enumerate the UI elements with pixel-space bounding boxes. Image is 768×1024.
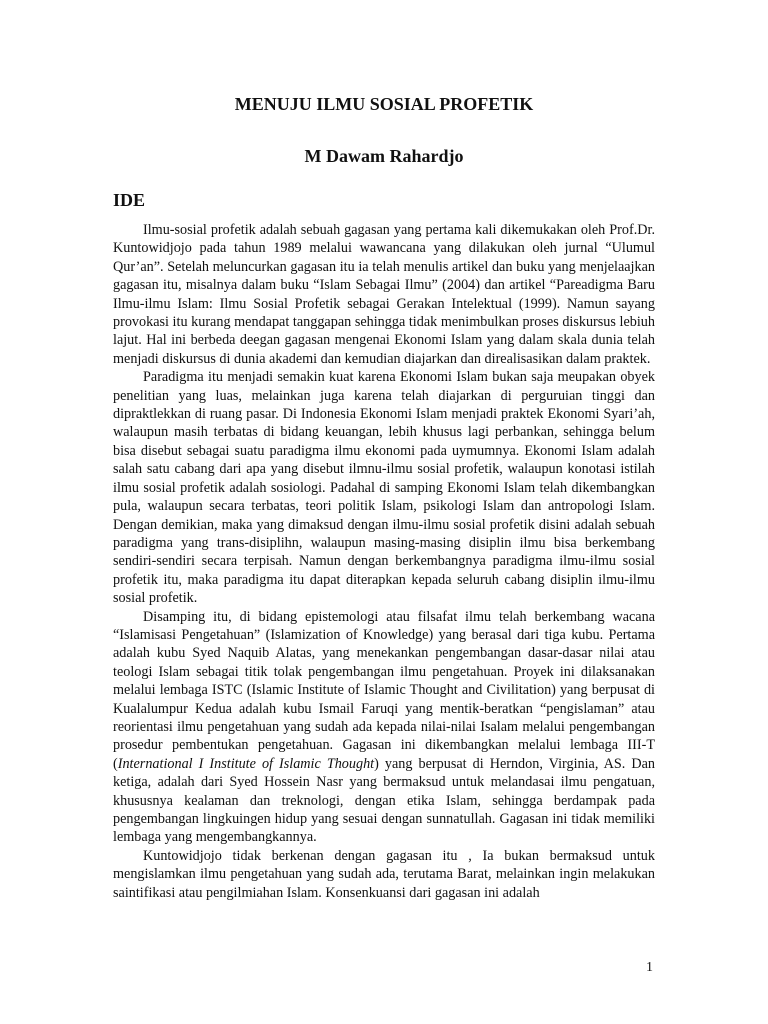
paragraph: Ilmu-sosial profetik adalah sebuah gagasan yang pertama kali dikemukakan oleh Prof.Dr. Kuntowidjojo pada tahun 1989 melalui wawancana yang dilakukan oleh jurnal “Ulumul Qur’an”. Setelah meluncurkan gagasan itu ia telah menulis artikel dan buku yang menjelaajkan gagasan itu, misalnya dalam buku “Islam Sebagai Ilmu” (2004) dan artikel “Pareadigma Baru Ilmu-ilmu Islam: Ilmu Sosial Profetik sebagai Gerakan Intelektual (1999). Namun sayang provokasi itu kurang mendapat tanggapan sehingga tidak menimbulkan proses diskursus lebiuh lajut. Hal ini berbeda deegan gagasan mengenai Ekonomi Islam yang dalam skala dunia telah menjadi diskursus di dunia akademi dan kemudian diajarkan dan direalisasikan dalam praktek. bbox=[113, 222, 655, 367]
page-number: 1 bbox=[646, 960, 653, 975]
author-name: M Dawam Rahardjo bbox=[304, 146, 464, 166]
paragraph: Kuntowidjojo tidak berkenan dengan gagasan itu , Ia bukan bermaksud untuk mengislamkan ilmu pengetahuan yang sudah ada, terutama Barat, melainkan ingin melakukan saintifikasi atau pengilmiahan Islam. Konsenkuansi dari gagasan ini adalah bbox=[113, 847, 655, 901]
paragraph: Paradigma itu menjadi semakin kuat karena Ekonomi Islam bukan saja meupakan obyek penelitian yang luas, melainkan juga karena telah diajarkan di perguruian tinggi dan dipraktlekkan di ruang pasar. Di Indonesia Ekonomi Islam menjadi praktek Ekonomi Syari’ah, walaupun masih terbatas di bidang keuangan, lebih khusus lagi perbankan, sehingga belum bisa disebut sebagai suatu paradigma ilmu ekonomi pada uymumnya. Ekonomi Islam adalah salah satu cabang dari apa yang disebut ilmnu-ilmu sosial profetik, walaupun konotasi istilah ilmu sosial profetik adalah sosiologi. Padahal di samping Ekonomi Islam telah dikembangkan pula, walaupun secara terbatas, teori politik Islam, psikologi Islam dan antropologi Islam. Dengan demikian, maka yang dimaksud dengan ilmu-ilmu sosial profetik disini adalah sebuah paradigma yang trans-disiplihn, walaupun masing-masing disiplin ilmu bisa berkembang sendiri-sendiri secara terpisah. Namun dengan berkembangnya paradigma ilmu-ilmu sosial profetik itu, maka paradigma itu dapat diterapkan kepada seluruh cabang disiplin ilmu-ilmu sosial profetik. bbox=[113, 369, 655, 607]
section-heading: IDE bbox=[113, 190, 146, 210]
document-title: MENUJU ILMU SOSIAL PROFETIK bbox=[234, 94, 534, 114]
paragraph: Disamping itu, di bidang epistemologi atau filsafat ilmu telah berkembang wacana “Islamisasi Pengetahuan” (Islamization of Knowledge) yang berasal dari tiga kubu. Pertama adalah kubu Syed Naquib Alatas, yang menekankan pengembangan dasar-dasar nilai atau teologi Islam sebagai titik tolak pengembangan ilmu pengetahuan. Proyek ini dilaksanakan melalui lembaga ISTC (Islamic Institute of Islamic Thought and Civilitation) yang berpusat di Kualalumpur Kedua adalah kubu Ismail Faruqi yang mentik-beratkan “pengislaman” atau reorientasi ilmu pengetahuan yang sudah ada kepada nilai-nilai Isalam melalui pengembangan prosedur pembentukan pengetahuan. Gagasan ini dikembangkan melalui lembaga III-T (International I Institute of Islamic Thought) yang berpusat di Herndon, Virginia, AS. Dan ketiga, adalah dari Syed Hossein Nasr yang bermaksud untuk melandasai ilmu pengatuan, khususnya kealaman dan treknologi, dengan etika Islam, sehingga berdampak pada pengembangan lingkuingen hidup yang sesuai dengan sunnatullah. Gagasan ini tidak memiliki lembaga yang mengembangkannya. bbox=[113, 608, 656, 846]
italic-phrase: International I Institute of Islamic Thought bbox=[117, 755, 375, 772]
document-body bbox=[113, 221, 655, 902]
